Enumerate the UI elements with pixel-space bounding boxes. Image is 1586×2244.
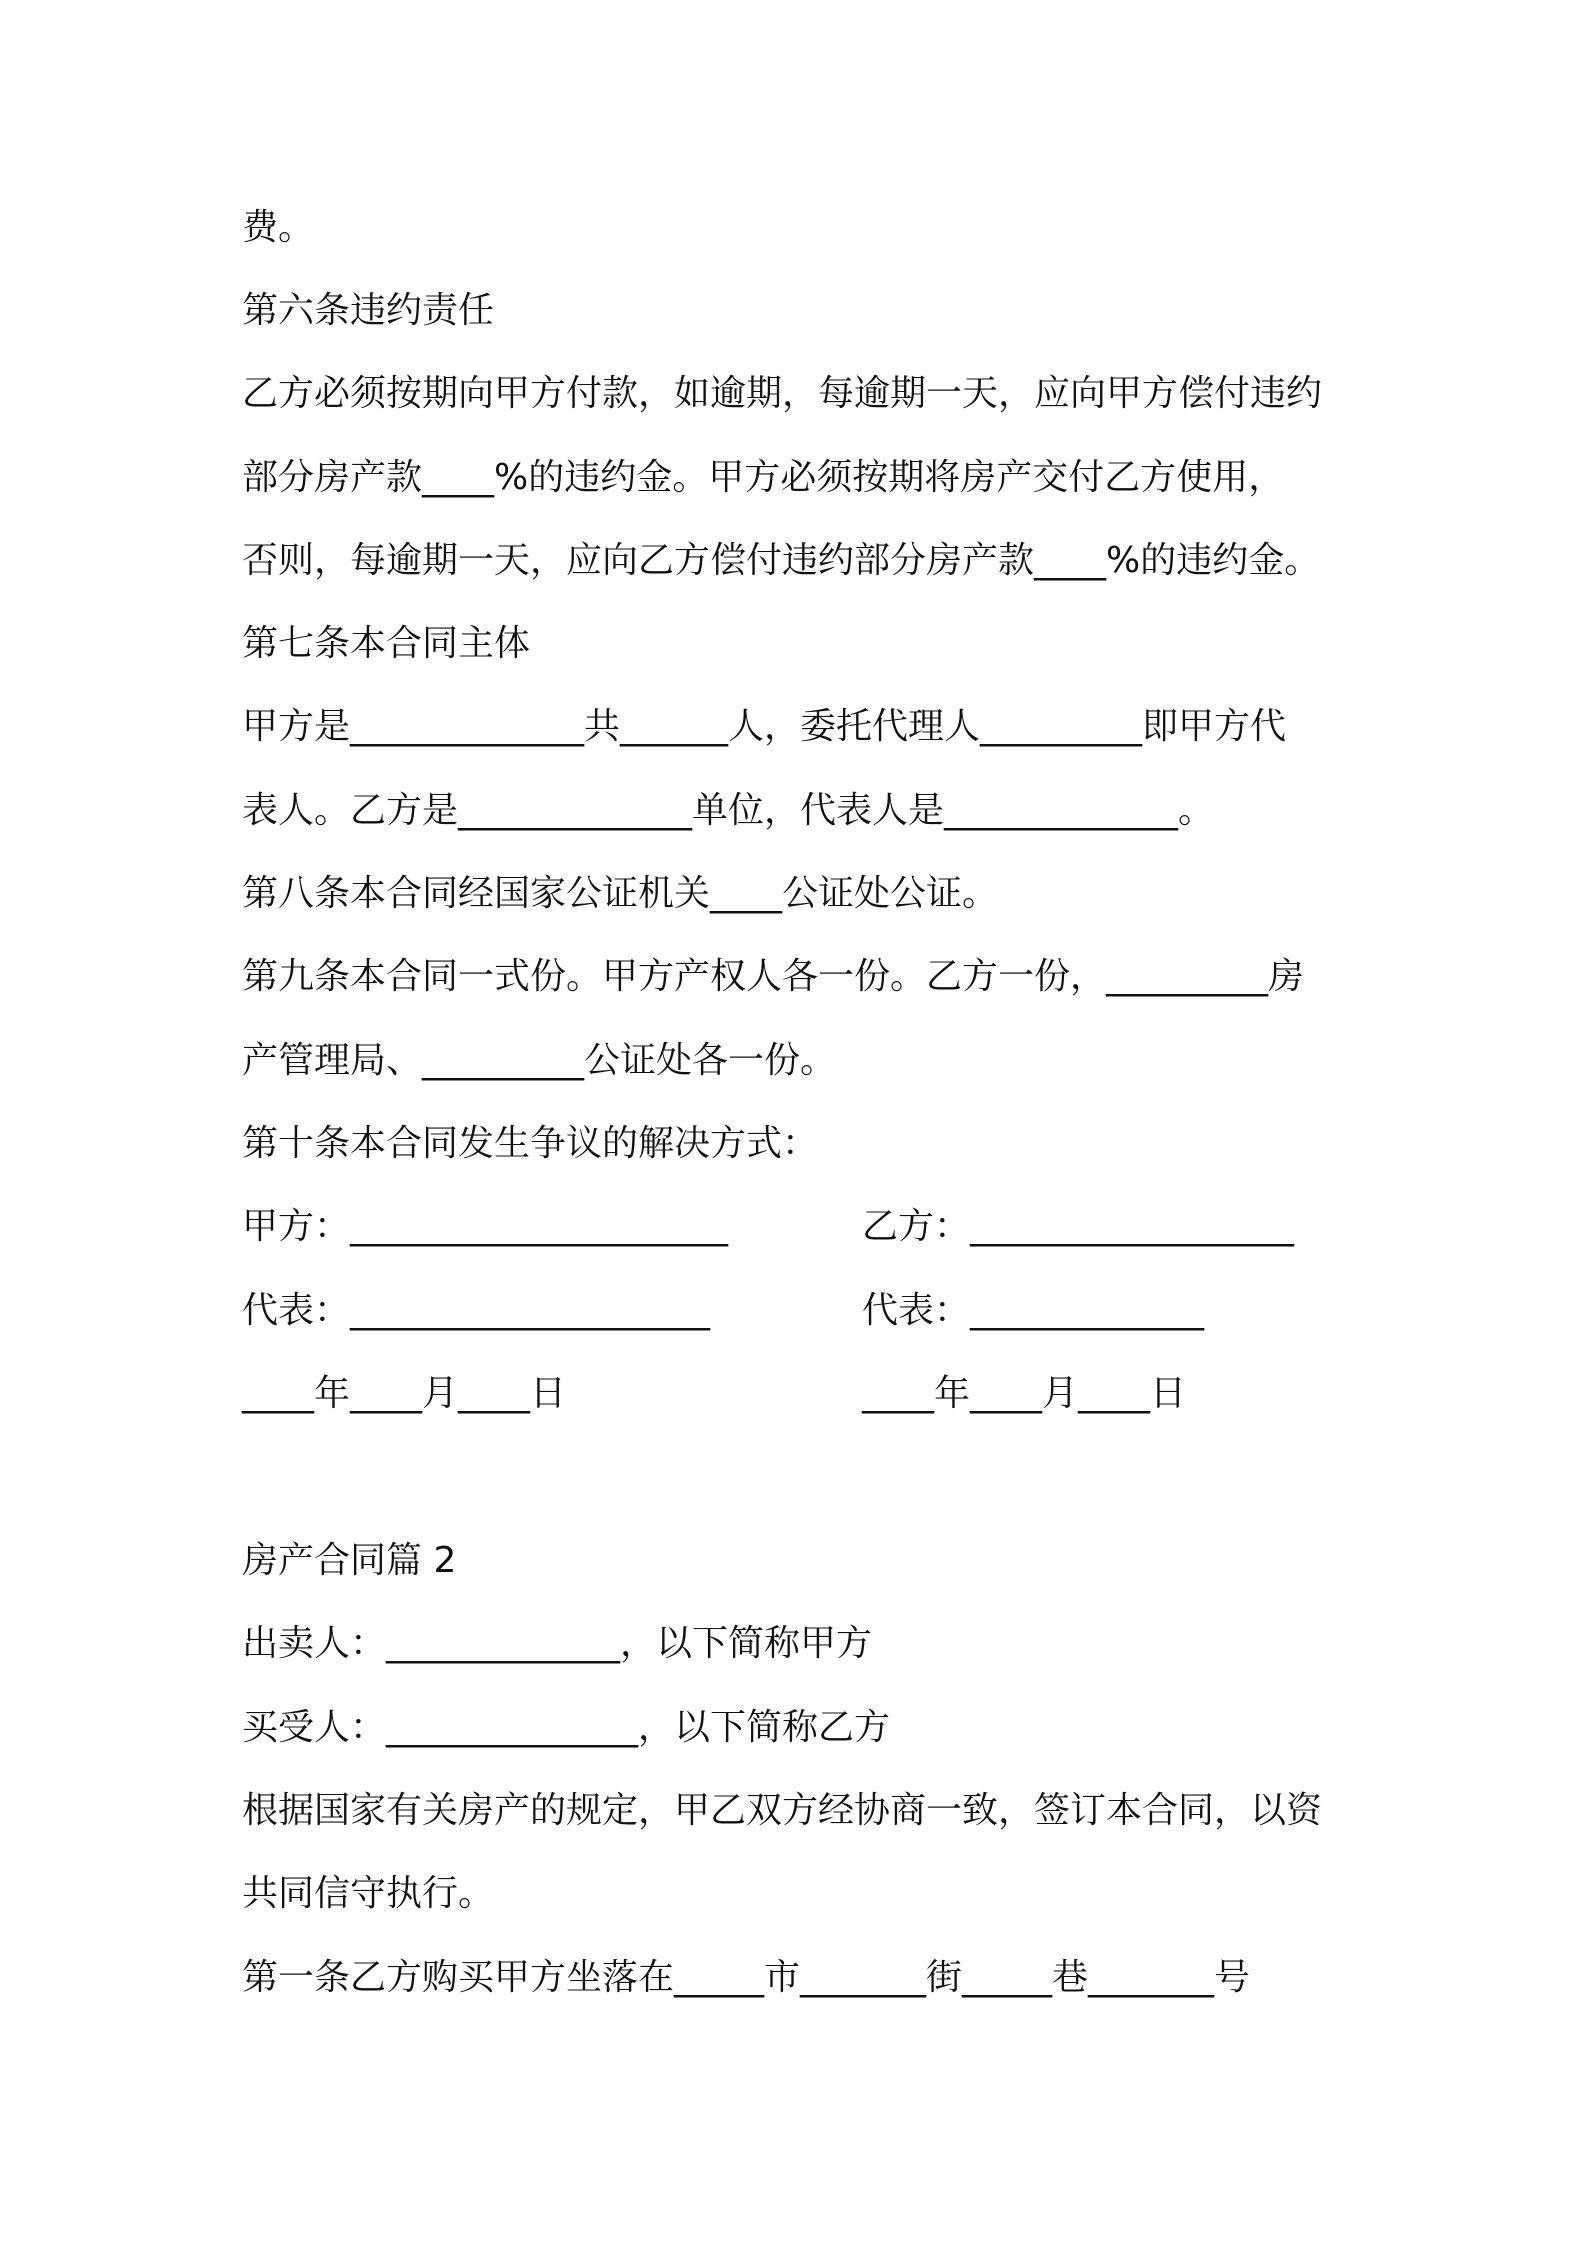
text-line-1: 费。 [242, 207, 315, 248]
article-7-heading: 第七条本合同主体 [242, 623, 531, 664]
article-1-line: 第一条乙方购买甲方坐落在_____市_______街_____巷_______号 [242, 1957, 1251, 1998]
seller-line: 出卖人：_____________，以下简称甲方 [242, 1623, 873, 1664]
text-line-3: 乙方必须按期向甲方付款，如逾期，每逾期一天，应向甲方偿付违约 [242, 373, 1323, 414]
article-10-line: 第十条本合同发生争议的解决方式： [242, 1123, 819, 1164]
party-a-representative: 代表：____________________ [242, 1290, 711, 1331]
party-b-signature: 乙方：__________________ [862, 1206, 1295, 1247]
text-line-7: 甲方是_____________共______人，委托代理人_________即甲方代 [242, 706, 1287, 747]
party-b-date: ____年____月____日 [862, 1373, 1187, 1414]
buyer-line: 买受人：______________，以下简称乙方 [242, 1707, 891, 1748]
article-6-heading: 第六条违约责任 [242, 290, 495, 331]
party-a-signature: 甲方：_____________________ [242, 1206, 729, 1247]
article-9-line: 第九条本合同一式份。甲方产权人各一份。乙方一份，_________房 [242, 956, 1305, 997]
intro-line-2: 共同信守执行。 [242, 1873, 495, 1914]
article-8-line: 第八条本合同经国家公证机关____公证处公证。 [242, 873, 999, 914]
text-line-5: 否则，每逾期一天，应向乙方偿付违约部分房产款____%的违约金。 [242, 540, 1321, 581]
intro-line-1: 根据国家有关房产的规定，甲乙双方经协商一致，签订本合同，以资 [242, 1790, 1323, 1831]
party-b-representative: 代表：_____________ [862, 1290, 1205, 1331]
text-line-4: 部分房产款____%的违约金。甲方必须按期将房产交付乙方使用， [242, 457, 1285, 498]
party-a-date: ____年____月____日 [242, 1373, 567, 1414]
section-2-title: 房产合同篇 2 [242, 1540, 457, 1581]
text-line-8: 表人。乙方是_____________单位，代表人是_____________。 [242, 790, 1215, 831]
text-line-11: 产管理局、_________公证处各一份。 [242, 1040, 837, 1081]
